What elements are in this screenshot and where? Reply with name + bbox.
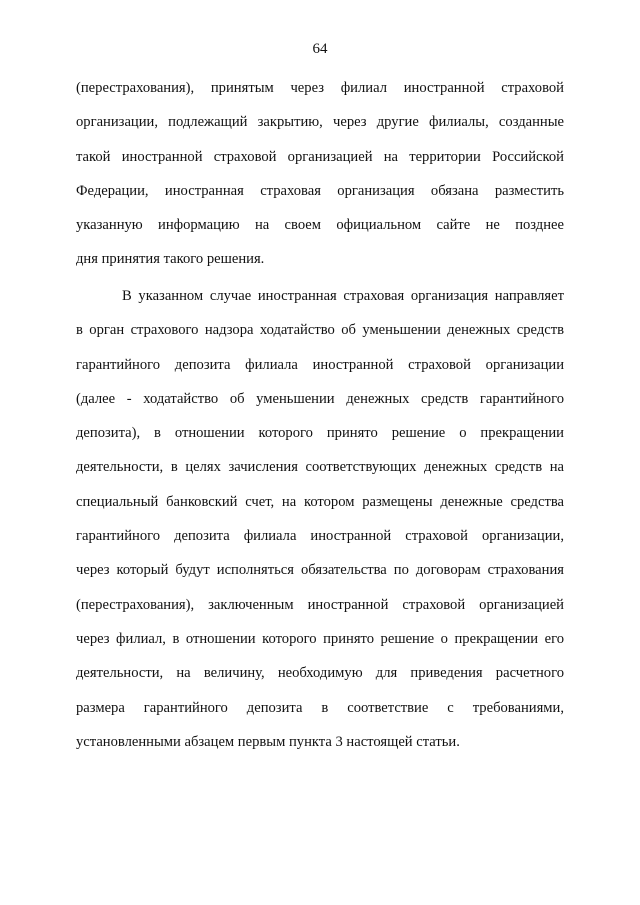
text-line: деятельности, на величину, необходимую для приведения расчетного [76,665,564,682]
text-line: специальный банковский счет, на котором размещены денежные средства [76,493,564,510]
text-line: в орган страхового надзора ходатайство об уменьшении денежных средств [76,322,564,339]
text-line: через филиал, в отношении которого принято решение о прекращении его [76,630,564,647]
text-line: такой иностранной страховой организацией на территории Российской [76,148,564,165]
text-line: деятельности, в целях зачисления соответствующих денежных средств на [76,459,564,476]
text-line: (перестрахования), принятым через филиал иностранной страховой [76,80,564,96]
paragraph-1 [76,71,564,277]
text-line: через который будут исполняться обязательства по договорам страхования [76,562,564,579]
text-line: гарантийного депозита филиала иностранной страховой организации [76,356,564,373]
text-line: депозита), в отношении которого принято решение о прекращении [76,425,564,442]
text-line: В указанном случае иностранная страховая организация направляет [122,288,564,304]
text-line: гарантийного депозита филиала иностранной страховой организации, [76,528,564,545]
text-line: организации, подлежащий закрытию, через другие филиалы, созданные [76,114,564,131]
text-line: указанную информацию на своем официальном сайте не позднее [76,217,564,234]
text-line: Федерации, иностранная страховая организация обязана разместить [76,182,564,199]
text-line: установленными абзацем первым пункта 3 настоящей статьи. [76,733,460,750]
paragraph-2 [76,279,564,759]
text-line: дня принятия такого решения. [76,251,265,268]
text-line: размера гарантийного депозита в соответствие с требованиями, [76,699,564,716]
text-line: (далее - ходатайство об уменьшении денежных средств гарантийного [76,390,564,407]
page-number: 64 [312,41,328,57]
text-line: (перестрахования), заключенным иностранной страховой организацией [76,596,564,613]
